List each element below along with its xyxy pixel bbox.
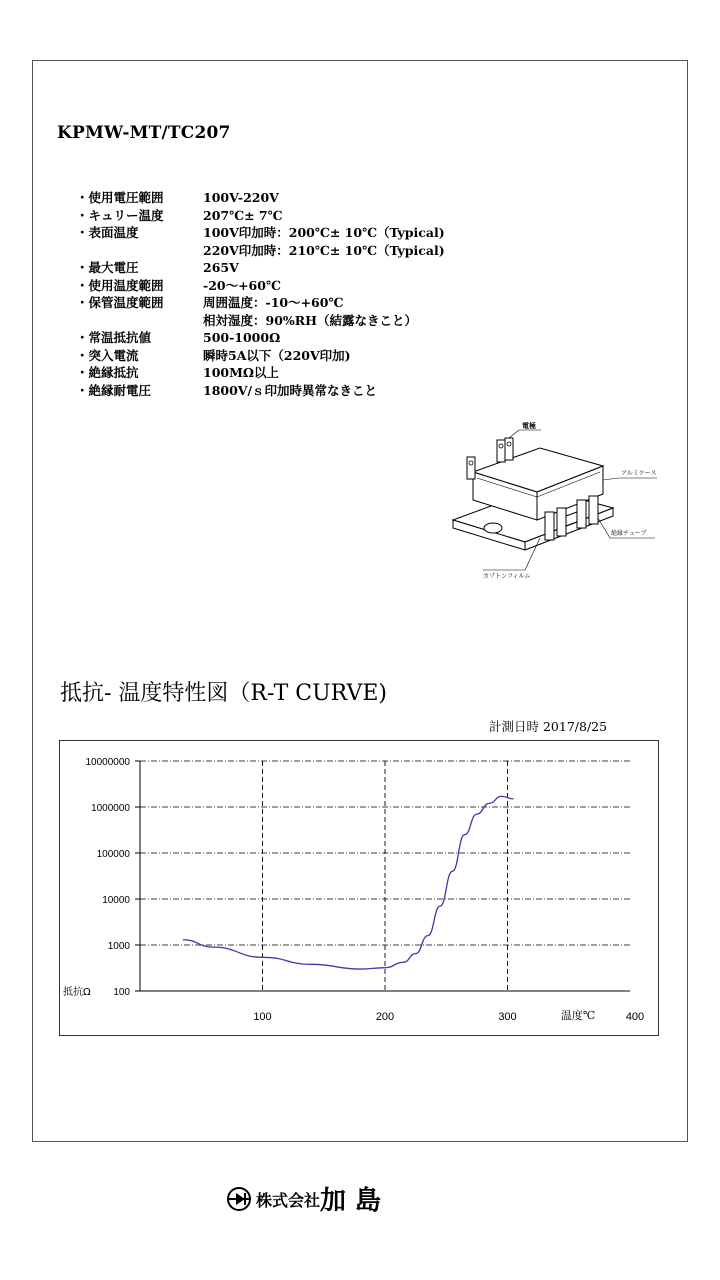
measure-date: 計測日時 2017/8/25 bbox=[489, 719, 608, 734]
spec-value bbox=[203, 224, 445, 259]
x-tick-label: 100 bbox=[253, 1011, 272, 1023]
spec-label: ・突入電流 bbox=[76, 347, 139, 363]
y-tick-label: 10000000 bbox=[85, 757, 130, 768]
spec-label: ・使用温度範囲 bbox=[76, 277, 164, 293]
spec-value bbox=[203, 347, 351, 365]
x-tick-label: 200 bbox=[375, 1011, 395, 1023]
spec-label: ・保管温度範囲 bbox=[76, 295, 164, 310]
y-axis-label: 抵抗Ω bbox=[63, 987, 91, 998]
spec-value bbox=[203, 382, 377, 400]
label-kapton-film: カプトンフィルム bbox=[483, 573, 531, 580]
x-axis-label: 温度℃ bbox=[560, 1009, 596, 1022]
spec-value-line: 220V印加時：210℃± 10℃（Typical) bbox=[203, 242, 445, 258]
spec-value bbox=[203, 189, 279, 207]
spec-row bbox=[76, 277, 445, 295]
spec-row bbox=[76, 364, 445, 382]
spec-value bbox=[203, 329, 280, 347]
section-title: 抵抗- 温度特性図（R-T CURVE) bbox=[60, 681, 387, 706]
y-tick-label: 1000000 bbox=[91, 803, 130, 814]
rt-curve-svg bbox=[60, 741, 660, 1037]
product-diagram bbox=[445, 420, 665, 590]
spec-value-line: -20～+60℃ bbox=[203, 277, 281, 293]
label-electrode: 電極 bbox=[522, 422, 536, 430]
x-tick-label: 300 bbox=[498, 1011, 517, 1023]
insulation-tube-d bbox=[589, 496, 598, 524]
spec-list bbox=[76, 189, 445, 399]
x-tick-label: 400 bbox=[625, 1011, 645, 1023]
company-logo-icon bbox=[228, 1188, 250, 1210]
spec-label: ・使用電圧範囲 bbox=[76, 190, 164, 205]
electrode-left bbox=[467, 457, 475, 479]
spec-value bbox=[203, 364, 279, 382]
spec-value-line: 500-1000Ω bbox=[203, 330, 281, 345]
spec-value-line: 265V bbox=[203, 260, 239, 275]
spec-row bbox=[76, 259, 445, 277]
company-name: 加 島 bbox=[320, 1186, 382, 1216]
electrode-mid bbox=[497, 440, 505, 462]
spec-row bbox=[76, 189, 445, 207]
spec-value-line: 周囲温度：-10～+60℃ bbox=[203, 295, 344, 310]
mounting-hole bbox=[484, 523, 502, 533]
rt-curve-chart bbox=[59, 740, 659, 1036]
spec-value bbox=[203, 294, 417, 329]
insulation-tube-c bbox=[577, 500, 586, 528]
rt-curve-line bbox=[183, 796, 514, 969]
insulation-tube-a bbox=[545, 512, 554, 540]
spec-row bbox=[76, 347, 445, 365]
label-aluminum-case: アルミケース bbox=[621, 470, 657, 477]
insulation-tube-b bbox=[557, 508, 566, 536]
spec-label: ・常温抵抗値 bbox=[76, 330, 152, 345]
spec-row bbox=[76, 382, 445, 400]
spec-value-line: 100V印加時：200℃± 10℃（Typical) bbox=[203, 225, 445, 240]
spec-row bbox=[76, 294, 445, 329]
company-prefix: 株式会社 bbox=[256, 1191, 321, 1210]
spec-value bbox=[203, 207, 283, 225]
spec-value-line: 207℃± 7℃ bbox=[203, 207, 283, 223]
spec-label: ・表面温度 bbox=[76, 225, 139, 240]
spec-value-line: 1800V/ｓ印加時異常なきこと bbox=[203, 382, 378, 398]
electrode-right bbox=[505, 438, 513, 460]
spec-label: ・キュリー温度 bbox=[76, 207, 164, 223]
label-insulation-tube: 絶縁チューブ bbox=[611, 530, 647, 537]
spec-row bbox=[76, 329, 445, 347]
y-tick-label: 100 bbox=[113, 987, 130, 998]
spec-value bbox=[203, 277, 281, 295]
y-tick-label: 1000 bbox=[107, 941, 130, 952]
footer bbox=[0, 1176, 720, 1226]
y-tick-label: 100000 bbox=[96, 849, 130, 860]
spec-value-line: 100MΩ以上 bbox=[203, 365, 280, 380]
spec-value-line: 瞬時5A以下（220V印加) bbox=[203, 347, 351, 363]
spec-value-line: 100V-220V bbox=[203, 190, 279, 205]
spec-row bbox=[76, 224, 445, 259]
spec-label: ・絶縁耐電圧 bbox=[76, 382, 152, 398]
spec-value bbox=[203, 259, 239, 277]
model-number: KPMW-MT/TC207 bbox=[57, 123, 231, 143]
spec-label: ・最大電圧 bbox=[76, 260, 139, 275]
spec-label: ・絶縁抵抗 bbox=[76, 365, 139, 380]
spec-value-line: 相対湿度：90%RH（結露なきこと） bbox=[203, 312, 417, 328]
y-tick-label: 10000 bbox=[102, 895, 130, 906]
spec-row bbox=[76, 207, 445, 225]
